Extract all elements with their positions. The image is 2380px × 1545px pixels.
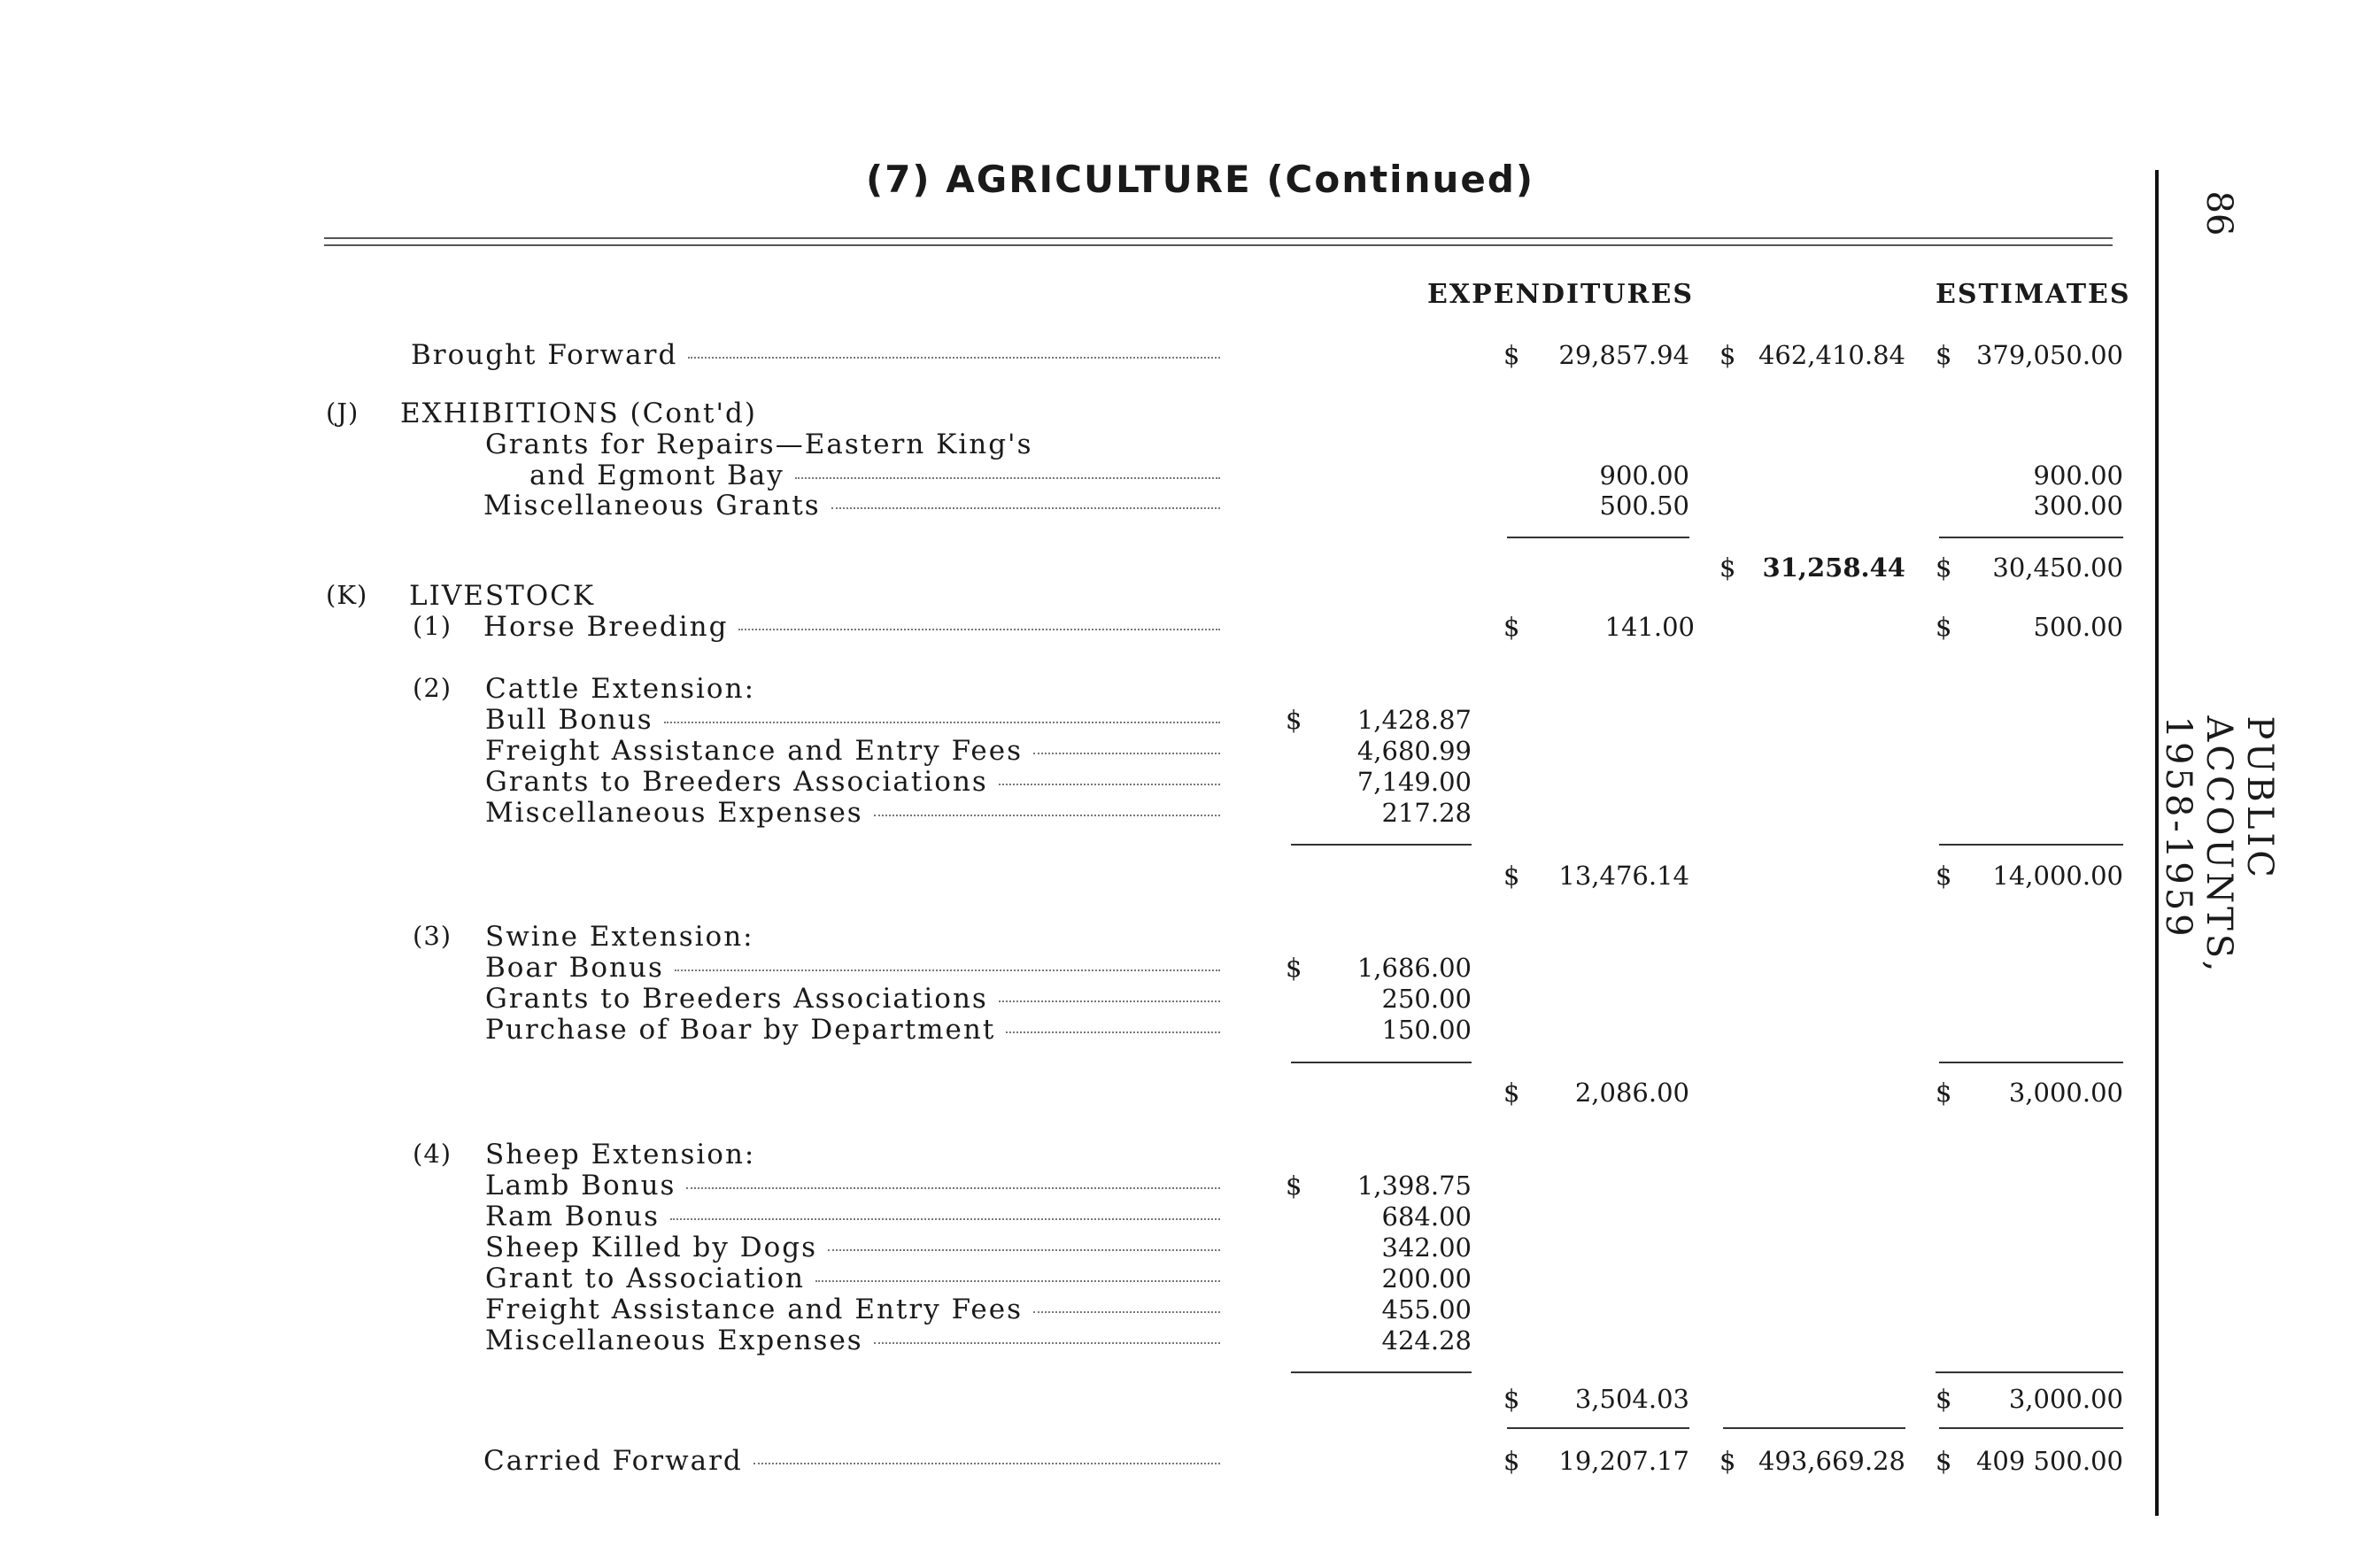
dot-leader [999, 784, 1220, 785]
line-item-label: Boar Bonus [485, 952, 664, 984]
section-j-estimate-total: 30,450.00 [1992, 552, 2123, 583]
list-item [485, 1170, 1220, 1201]
dot-leader [670, 1218, 1220, 1220]
header-estimates: ESTIMATES [1936, 279, 2131, 310]
swine-extension-marker: (3) [413, 921, 452, 951]
line-item-label: Bull Bonus [485, 704, 653, 736]
dot-leader [815, 1280, 1220, 1282]
currency-symbol: $ [1286, 953, 1302, 983]
dot-leader [1033, 753, 1220, 754]
horse-breeding-expenditure: 141.00 [1604, 612, 1695, 642]
currency-symbol: $ [1503, 861, 1520, 891]
subtotal-rule [1939, 1062, 2123, 1063]
dot-leader [874, 815, 1220, 816]
currency-symbol: $ [1936, 612, 1952, 642]
repairs-grant-estimate: 900.00 [2033, 460, 2123, 491]
horse-breeding-marker: (1) [413, 611, 452, 641]
total-rule [1507, 1427, 1689, 1429]
subtotal-rule [1936, 1371, 2123, 1373]
total-rule [1723, 1427, 1905, 1429]
line-item-amount: 1,398.75 [1356, 1170, 1472, 1201]
misc-grants-expenditure: 500.50 [1599, 491, 1689, 521]
dot-leader [738, 629, 1220, 630]
section-k-heading: LIVESTOCK [409, 580, 596, 612]
sheep-extension-subtotal: 3,504.03 [1574, 1384, 1689, 1414]
page-title: (7) AGRICULTURE (Continued) [866, 158, 1535, 201]
section-j-heading: EXHIBITIONS (Cont'd) [400, 398, 757, 429]
repairs-grant-label-line2: and Egmont Bay [529, 460, 784, 491]
brought-forward-expenditure: 29,857.94 [1558, 340, 1689, 370]
currency-symbol: $ [1503, 340, 1520, 370]
sheep-extension-heading: Sheep Extension: [485, 1139, 756, 1170]
line-item-label: Miscellaneous Expenses [485, 1325, 863, 1356]
line-item-label: Purchase of Boar by Department [485, 1014, 996, 1046]
repairs-grant-label-line1: Grants for Repairs—Eastern King's [485, 429, 1033, 460]
header-expenditures: EXPENDITURES [1427, 279, 1694, 310]
dot-leader [1033, 1311, 1220, 1313]
brought-forward-label: Brought Forward [411, 339, 678, 371]
cattle-extension-marker: (2) [413, 673, 452, 703]
cattle-extension-heading: Cattle Extension: [485, 673, 756, 705]
dot-leader [753, 1463, 1220, 1464]
sheep-extension-estimate: 3,000.00 [2008, 1384, 2123, 1414]
horse-breeding-estimate: 500.00 [2033, 612, 2123, 642]
dot-leader [999, 1000, 1220, 1002]
currency-symbol: $ [1936, 552, 1952, 583]
line-item-amount: 342.00 [1381, 1232, 1472, 1263]
currency-symbol: $ [1503, 1384, 1520, 1414]
line-item-label: Ram Bonus [485, 1201, 661, 1232]
line-item-label: Miscellaneous Expenses [485, 797, 863, 829]
subtotal-rule [1291, 1062, 1472, 1063]
line-item-amount: 455.00 [1381, 1294, 1472, 1325]
line-item-amount: 150.00 [1381, 1015, 1472, 1045]
line-item-amount: 684.00 [1381, 1201, 1472, 1232]
list-item [485, 797, 1220, 829]
misc-grants-label: Miscellaneous Grants [483, 490, 821, 521]
line-item-label: Freight Assistance and Entry Fees [485, 1294, 1024, 1325]
subtotal-rule [1939, 844, 2123, 846]
horse-breeding-label: Horse Breeding [483, 611, 729, 643]
line-item-amount: 217.28 [1381, 798, 1472, 828]
section-k-marker: (K) [326, 580, 368, 610]
list-item [485, 1294, 1220, 1325]
section-j-total: 31,258.44 [1762, 552, 1905, 583]
list-item [485, 1232, 1220, 1263]
page-number: 86 [2198, 190, 2239, 236]
dot-leader [675, 969, 1220, 971]
list-item [485, 952, 1220, 984]
swine-extension-subtotal: 2,086.00 [1574, 1078, 1689, 1108]
dot-leader [686, 1187, 1220, 1189]
sheep-extension-marker: (4) [413, 1139, 452, 1169]
line-item-label: Grants to Breeders Associations [485, 766, 988, 798]
line-item-amount: 7,149.00 [1356, 767, 1472, 797]
line-item-amount: 250.00 [1381, 984, 1472, 1014]
misc-grants-row [483, 490, 1220, 521]
currency-symbol: $ [1503, 1446, 1520, 1476]
list-item [485, 1325, 1220, 1356]
misc-grants-estimate: 300.00 [2033, 491, 2123, 521]
brought-forward-estimate: 379,050.00 [1975, 340, 2123, 370]
cattle-extension-estimate: 14,000.00 [1992, 861, 2123, 891]
line-item-label: Freight Assistance and Entry Fees [485, 735, 1024, 767]
dot-leader [664, 722, 1220, 723]
line-item-amount: 1,428.87 [1356, 705, 1472, 735]
subtotal-rule [1939, 537, 2123, 538]
list-item [485, 983, 1220, 1015]
carried-forward-estimate: 409 500.00 [1975, 1446, 2123, 1476]
brought-forward-total: 462,410.84 [1758, 340, 1905, 370]
currency-symbol: $ [1936, 861, 1952, 891]
dot-leader [831, 507, 1220, 509]
currency-symbol: $ [1286, 705, 1302, 735]
title-double-rule [324, 237, 2113, 246]
subtotal-rule [1507, 537, 1689, 538]
repairs-grant-expenditure: 900.00 [1599, 460, 1689, 491]
dot-leader [688, 357, 1220, 359]
currency-symbol: $ [1936, 340, 1952, 370]
dot-leader [795, 477, 1220, 479]
list-item [485, 1201, 1220, 1232]
horse-breeding-row [483, 611, 1220, 643]
line-item-amount: 1,686.00 [1356, 953, 1472, 983]
currency-symbol: $ [1936, 1446, 1952, 1476]
line-item-label: Lamb Bonus [485, 1170, 676, 1201]
carried-forward-expenditure: 19,207.17 [1558, 1446, 1689, 1476]
list-item [485, 766, 1220, 798]
currency-symbol: $ [1719, 1446, 1736, 1476]
subtotal-rule [1291, 1371, 1472, 1373]
list-item [485, 735, 1220, 767]
carried-forward-total: 493,669.28 [1758, 1446, 1905, 1476]
line-item-label: Grant to Association [485, 1263, 805, 1294]
side-running-title: PUBLIC ACCOUNTS, 1958-1959 [2158, 715, 2280, 976]
line-item-label: Grants to Breeders Associations [485, 983, 988, 1015]
currency-symbol: $ [1936, 1384, 1952, 1414]
currency-symbol: $ [1503, 1078, 1520, 1108]
carried-forward-row [483, 1445, 1220, 1477]
currency-symbol: $ [1719, 340, 1736, 370]
currency-symbol: $ [1286, 1170, 1302, 1201]
list-item [485, 704, 1220, 736]
line-item-amount: 200.00 [1381, 1263, 1472, 1294]
dot-leader [828, 1249, 1220, 1251]
line-item-label: Sheep Killed by Dogs [485, 1232, 818, 1263]
swine-extension-estimate: 3,000.00 [2008, 1078, 2123, 1108]
carried-forward-label: Carried Forward [483, 1445, 743, 1477]
dot-leader [874, 1342, 1220, 1344]
currency-symbol: $ [1719, 552, 1736, 583]
dot-leader [1006, 1031, 1220, 1033]
line-item-amount: 4,680.99 [1356, 736, 1472, 766]
line-item-amount: 424.28 [1381, 1325, 1472, 1356]
cattle-extension-subtotal: 13,476.14 [1558, 861, 1689, 891]
repairs-grant-row [529, 460, 1220, 491]
total-rule [1939, 1427, 2123, 1429]
swine-extension-heading: Swine Extension: [485, 921, 754, 953]
currency-symbol: $ [1936, 1078, 1952, 1108]
section-j-marker: (J) [326, 398, 359, 428]
currency-symbol: $ [1503, 612, 1520, 642]
list-item [485, 1014, 1220, 1046]
list-item [485, 1263, 1220, 1294]
subtotal-rule [1291, 844, 1472, 846]
brought-forward-row [411, 339, 1220, 371]
